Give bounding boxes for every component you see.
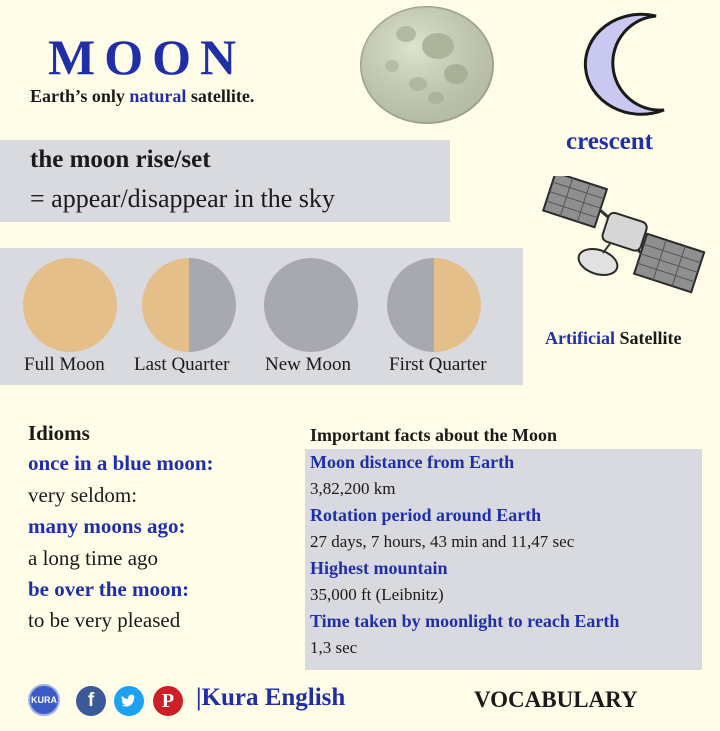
moon-phase-last-quarter [141,257,237,353]
fact-question: Rotation period around Earth [310,505,542,525]
idiom-phrase: be over the moon: [28,577,190,601]
facebook-icon[interactable]: f [76,686,106,716]
idiom-phrase: once in a blue moon: [28,451,214,475]
subtitle-prefix: Earth’s only [30,86,130,106]
idiom-meaning: to be very pleased [28,608,181,632]
crescent-moon-image [560,10,680,120]
phase-label-first-quarter: First Quarter [389,354,487,375]
rise-set-definition: = appear/disappear in the sky [30,184,335,213]
page-subtitle [30,86,254,107]
fact-answer: 35,000 ft (Leibnitz) [310,585,444,604]
idiom-phrase: many moons ago: [28,514,186,538]
page-title: MOON [48,29,246,85]
crescent-label: crescent [566,128,653,155]
idioms-heading: Idioms [28,421,90,445]
phase-label-last-quarter: Last Quarter [134,354,230,375]
pinterest-icon[interactable]: P [153,686,183,716]
twitter-icon[interactable] [114,686,144,716]
phase-label-full: Full Moon [24,354,105,375]
moon-phase-new [263,257,359,353]
satellite-label-rest: Satellite [614,328,682,348]
satellite-label [545,328,681,349]
idiom-meaning: very seldom: [28,483,138,507]
fact-question: Time taken by moonlight to reach Earth [310,611,620,631]
phase-label-new: New Moon [265,354,352,375]
fact-answer: 27 days, 7 hours, 43 min and 11,47 sec [310,532,575,551]
artificial-satellite-image [530,176,710,316]
kura-logo-icon: KURA [28,684,60,716]
fact-answer: 1,3 sec [310,638,358,657]
moon-phase-first-quarter [386,257,482,353]
satellite-label-highlight: Artificial [545,328,615,348]
footer-category: VOCABULARY [474,687,638,712]
subtitle-highlight: natural [129,86,187,106]
facts-heading: Important facts about the Moon [310,425,557,445]
moon-phase-full [22,257,118,353]
fact-answer: 3,82,200 km [310,479,396,498]
footer-brand: |Kura English [196,684,346,711]
rise-set-term: the moon rise/set [30,146,211,173]
full-moon-image [358,4,496,126]
fact-question: Moon distance from Earth [310,452,515,472]
fact-question: Highest mountain [310,558,448,578]
subtitle-suffix: satellite. [186,86,255,106]
idiom-meaning: a long time ago [28,546,159,570]
